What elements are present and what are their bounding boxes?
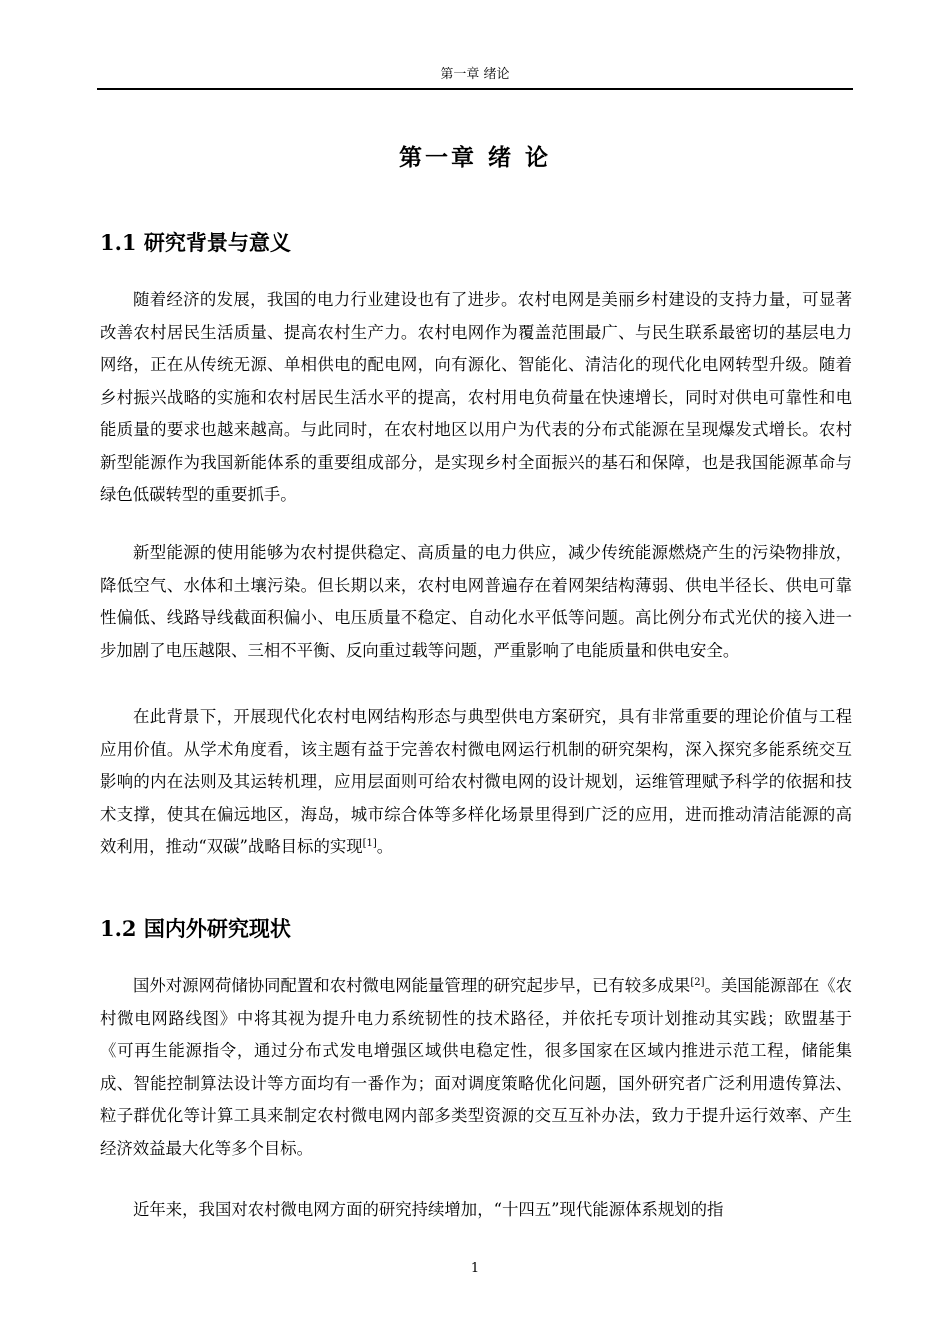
running-header: 第一章 绪论 — [440, 67, 510, 82]
paragraph-text-end: 。 — [376, 837, 394, 856]
page-number: 1 — [470, 1261, 480, 1276]
chapter-title: 第一章 绪 论 — [398, 144, 551, 171]
section-heading-1-1: 1.1 研究背景与意义 — [100, 230, 291, 255]
citation-ref: [2] — [690, 977, 705, 988]
paragraph-text-rest: 。美国能源部在《农村微电网路线图》中将其视为提升电力系统韧性的技术路径，并依托专项计划推动其实践；欧盟基于《可再生能源指令，通过分布式发电增强区域供电稳定性，很多国家在区域内推进示范工程，储能集成、智能控制算法设计等方面均有一番作为；面对调度策略优化问题，国外研究者广泛利用遗传算法、粒子群优化等计算工具来制定农村微电网内部多类型资源的交互互补办法，致力于提升运行效率、产生经济效益最大化等多个目标。 — [100, 976, 853, 1158]
citation-ref: [1] — [362, 838, 377, 849]
paragraph-text: 国外对源网荷储协同配置和农村微电网能量管理的研究起步早，已有较多成果 — [133, 976, 691, 995]
paragraph-status-1 — [100, 970, 852, 1165]
header-rule — [97, 88, 853, 90]
paragraph-text: 在此背景下，开展现代化农村电网结构形态与典型供电方案研究，具有非常重要的理论价值与工程应用价值。从学术角度看，该主题有益于完善农村微电网运行机制的研究架构，深入探究多能系统交互影响的内在法则及其运转机理，应用层面则可给农村微电网的设计规划，运维管理赋予科学的依据和技术支撑，使其在偏远地区，海岛，城市综合体等多样化场景里得到广泛的应用，进而推动清洁能源的高效利用，推动“双碳”战略目标的实现 — [100, 707, 852, 856]
paragraph-status-2: 近年来，我国对农村微电网方面的研究持续增加，“十四五”现代能源体系规划的指 — [133, 1200, 724, 1219]
paragraph-background-1: 随着经济的发展，我国的电力行业建设也有了进步。农村电网是美丽乡村建设的支持力量，可显著改善农村居民生活质量、提高农村生产力。农村电网作为覆盖范围最广、与民生联系最密切的基层电力网络，正在从传统无源、单相供电的配电网，向有源化、智能化、清洁化的现代化电网转型升级。随着乡村振兴战略的实施和农村居民生活水平的提高，农村用电负荷量在快速增长，同时对供电可靠性和电能质量的要求也越来越高。与此同时，在农村地区以用户为代表的分布式能源在呈现爆发式增长。农村新型能源作为我国新能体系的重要组成部分，是实现乡村全面振兴的基石和保障，也是我国能源革命与绿色低碳转型的重要抓手。 — [100, 290, 852, 504]
paragraph-background-2: 新型能源的使用能够为农村提供稳定、高质量的电力供应，减少传统能源燃烧产生的污染物排放，降低空气、水体和土壤污染。但长期以来，农村电网普遍存在着网架结构薄弱、供电半径长、供电可靠性偏低、线路导线截面积偏小、电压质量不稳定、自动化水平低等问题。高比例分布式光伏的接入进一步加剧了电压越限、三相不平衡、反向重过载等问题，严重影响了电能质量和供电安全。 — [100, 543, 852, 660]
paragraph-background-3 — [100, 701, 852, 864]
section-heading-1-2: 1.2 国内外研究现状 — [100, 916, 291, 941]
